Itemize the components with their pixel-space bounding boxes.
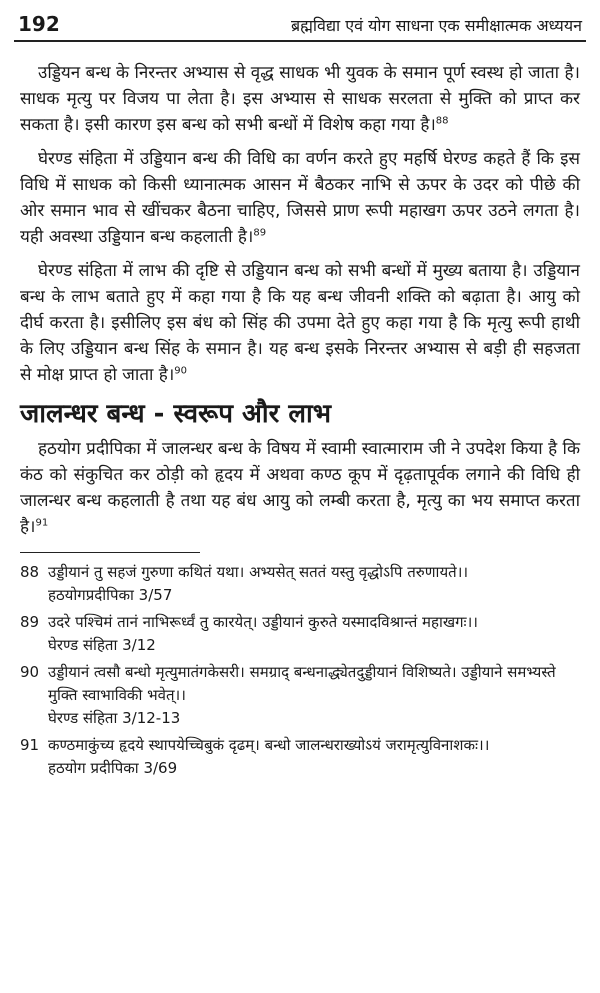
- footnote: [20, 611, 580, 657]
- footnote-number: 90: [20, 663, 40, 681]
- footnote-verse: उड्डीयानं तु सहजं गुरुणा कथितं यथा। अभ्यसेत् सततं यस्तु वृद्धोऽपि तरुणायते।।: [48, 563, 469, 581]
- footnote: [20, 734, 580, 780]
- paragraph: [20, 258, 580, 388]
- footnote-source: घेरण्ड संहिता 3/12-13: [48, 709, 181, 727]
- footnote-number: 88: [20, 563, 40, 581]
- footnote-ref: 90: [174, 365, 188, 377]
- page-body: [20, 60, 580, 784]
- footnote-verse: उदरे पश्चिमं तानं नाभिरूर्ध्वं तु कारयेत्। उड्डीयानं कुरुते यस्मादविश्रान्तं महाखगः।।: [48, 613, 478, 631]
- footnote-source: हठयोग प्रदीपिका 3/69: [48, 759, 178, 777]
- page-header: [14, 10, 586, 42]
- footnote-ref: 88: [435, 115, 449, 127]
- footnote-number: 89: [20, 613, 40, 631]
- paragraph-text: हठयोग प्रदीपिका में जालन्धर बन्ध के विषय में स्वामी स्वात्माराम जी ने उपदेश किया है कि कंठ को संकुचित कर ठोड़ी को हृदय में अथवा कण्ठ कूप में दृढ़तापूर्वक लगाने की विधि ही जालन्धर बन्ध कहलाती है तथा यह बंध आयु को लम्बी करता है, मृत्यु का भय समाप्त करता है।: [20, 439, 580, 537]
- paragraph-text: उड्डियन बन्ध के निरन्तर अभ्यास से वृद्ध साधक भी युवक के समान पूर्ण स्वस्थ हो जाता है। साधक मृत्यु पर विजय पा लेता है। इस अभ्यास से साधक सरलता से मुक्ति को प्राप्त कर सकता है। इसी कारण इस बन्ध को सभी बन्धों में विशेष कहा गया है।: [20, 63, 580, 135]
- footnote-ref: 89: [253, 227, 267, 239]
- footnote-source: हठयोगप्रदीपिका 3/57: [48, 586, 173, 604]
- footnote-ref: 91: [35, 517, 49, 529]
- footnote-verse: कण्ठमाकुंच्य हृदये स्थापयेच्चिबुकं दृढम्। बन्धो जालन्धराख्योऽयं जरामृत्युविनाशकः।।: [48, 736, 490, 754]
- footnote-number: 91: [20, 736, 40, 754]
- paragraph-text: घेरण्ड संहिता में उड्डियान बन्ध की विधि का वर्णन करते हुए महर्षि घेरण्ड कहते हैं कि इस विधि में साधक को किसी ध्यानात्मक आसन में बैठकर नाभि से ऊपर के उदर को पीछे की ओर समान भाव से खींचकर बैठना चाहिए, जिससे प्राण रूपी महाखग ऊपर उठने लगता है। यही अवस्था उड्डियान बन्ध कहलाती है।: [20, 149, 580, 247]
- footnote: [20, 661, 580, 730]
- section-heading: जालन्धर बन्ध - स्वरूप और लाभ: [20, 399, 331, 429]
- running-title: ब्रह्मविद्या एवं योग साधना एक समीक्षात्मक अध्ययन: [290, 16, 582, 35]
- footnote-divider: [20, 552, 200, 553]
- paragraph: [20, 146, 580, 250]
- paragraph-text: घेरण्ड संहिता में लाभ की दृष्टि से उड्डियान बन्ध को सभी बन्धों में मुख्य बताया है। उड्डियान बन्ध के लाभ बताते हुए में कहा गया है कि यह बन्ध जीवनी शक्ति को बढ़ाता है। आयु को दीर्घ करता है। इसीलिए इस बंध को सिंह की उपमा देते हुए कहा गया है कि मृत्यु रूपी हाथी के लिए उड्डियान बन्ध सिंह के समान है। यह बन्ध इसके निरन्तर अभ्यास से बड़ी ही सहजता से मोक्ष प्राप्त हो जाता है।: [20, 261, 580, 385]
- footnote-verse: उड्डीयानं त्वसौ बन्धो मृत्युमातंगकेसरी। समग्राद् बन्धनाद्ध्येतदुड्डीयानं विशिष्यते। उड्डीयाने समभ्यस्ते मुक्ति स्वाभाविकी भवेत्।।: [48, 663, 556, 704]
- paragraph: [20, 436, 580, 540]
- page-number: 192: [18, 12, 60, 36]
- footnote: [20, 561, 580, 607]
- footnote-source: घेरण्ड संहिता 3/12: [48, 636, 156, 654]
- paragraph: [20, 60, 580, 138]
